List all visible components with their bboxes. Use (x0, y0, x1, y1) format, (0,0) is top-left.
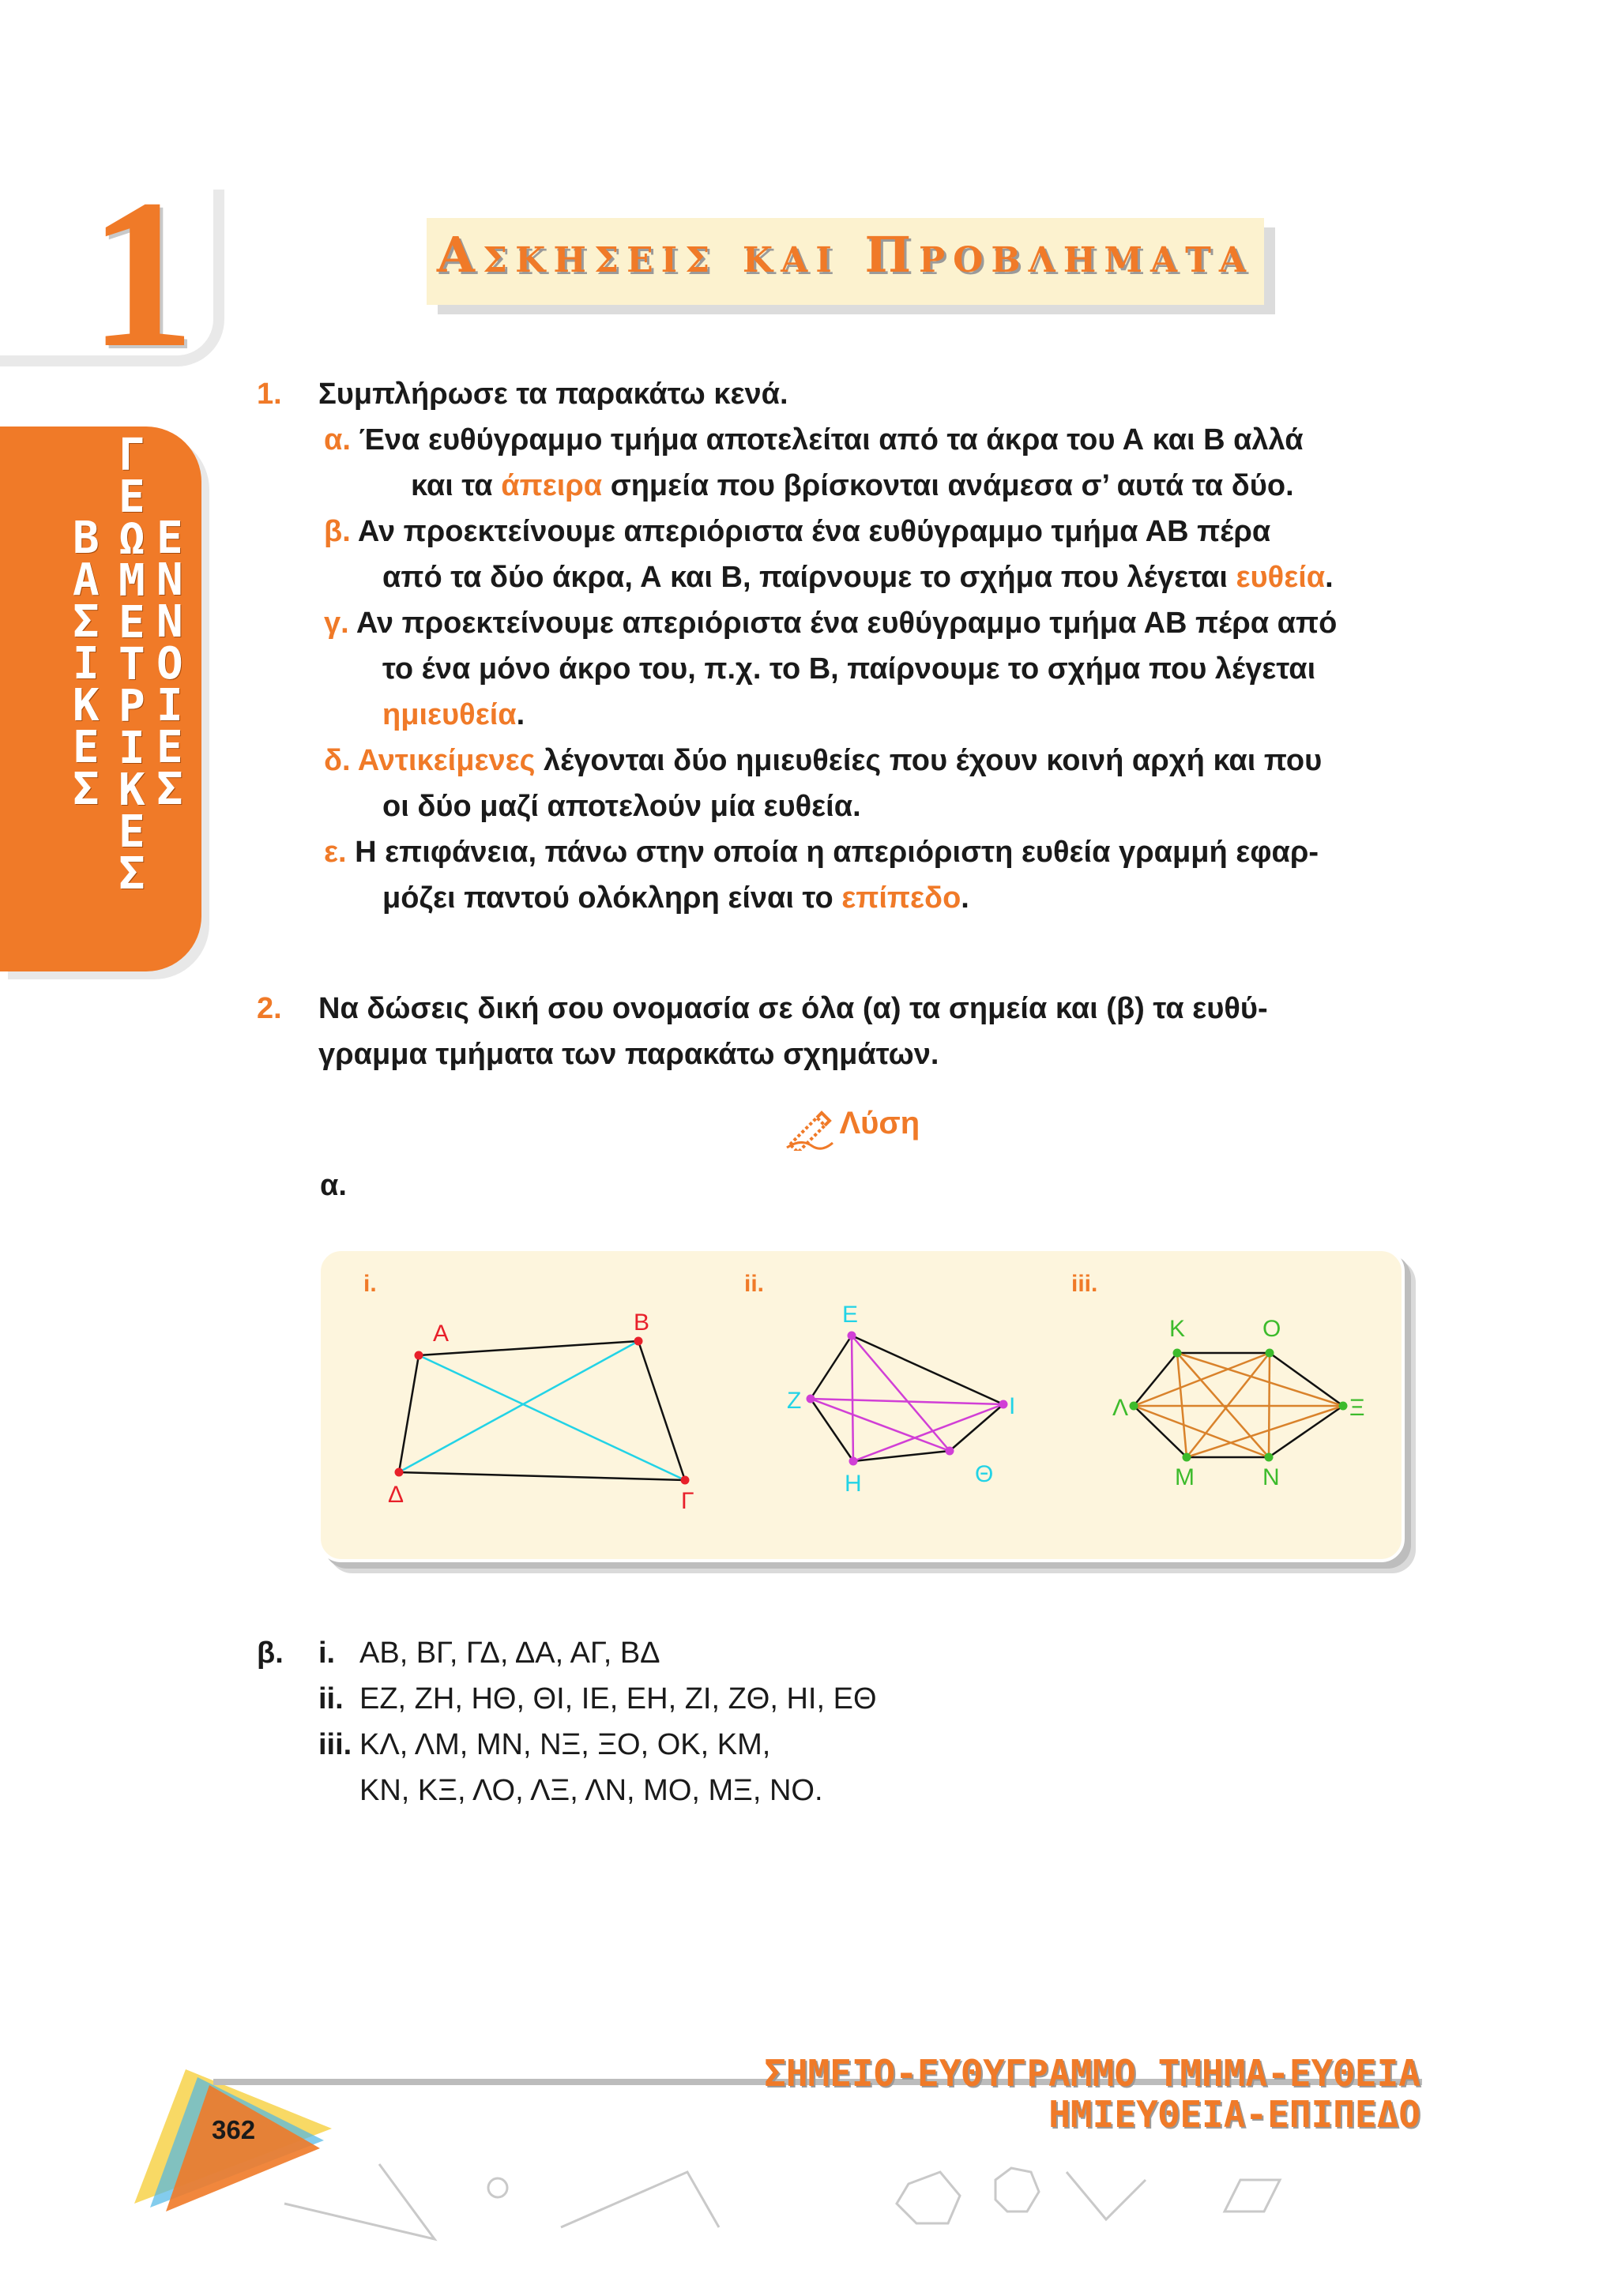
side-tab-letter: Γ (119, 430, 145, 481)
exercise-1-item-a-line1 (324, 417, 1304, 463)
item-text: μόζει παντού ολόκληρη είναι το (382, 881, 842, 915)
segment-ZH (811, 1399, 853, 1461)
answer-row (318, 1630, 877, 1676)
solution-label: Λύση (839, 1106, 920, 1140)
exercise-2-line1 (257, 986, 1268, 1032)
item-text: . (1325, 561, 1334, 594)
part-a-label: α. (320, 1169, 347, 1202)
point-label-H: Η (845, 1471, 862, 1497)
segment-THI (950, 1404, 1003, 1451)
filled-blank: ημιευθεία (382, 698, 517, 731)
exercise-1-item-e-line2 (382, 875, 969, 921)
answer-row-text: ΕΖ, ΖΗ, ΗΘ, ΘΙ, ΙΕ, ΕΗ, ΖΙ, ΖΘ, ΗΙ, ΕΘ (359, 1682, 877, 1715)
side-tab-letter: Ε (119, 597, 145, 648)
exercise-1-item-c-line3 (382, 692, 525, 738)
answer-row-text: ΚΛ, ΛΜ, ΜΝ, ΝΞ, ΞΟ, ΟΚ, ΚΜ, (359, 1728, 771, 1761)
item-text: Η επιφάνεια, πάνω στην οποία η απεριόριστη ευθεία γραμμή εφαρ- (346, 836, 1319, 869)
title-word-3-rest: ΡΟΒΛΗΜΑΤΑ (919, 240, 1255, 280)
point-D (395, 1468, 404, 1477)
side-tab-letter: Ε (73, 722, 100, 773)
point-label-L: Λ (1112, 1395, 1129, 1421)
point-label-I: Ι (1009, 1393, 1016, 1419)
figure-1-label: i. (363, 1271, 377, 1297)
side-tab-letter: Ε (156, 722, 183, 773)
point-label-TH: Θ (975, 1461, 994, 1487)
figure-1-quadrilateral (388, 1310, 694, 1514)
side-tab-letter: Σ (73, 596, 100, 648)
chapter-number: 1 (88, 156, 195, 392)
filled-blank: άπειρα (501, 469, 603, 502)
side-tab-letter: Β (73, 513, 100, 564)
side-tab-letter: Κ (119, 765, 145, 816)
side-tab-letter: Ε (119, 806, 145, 858)
segment-OX (1270, 1353, 1343, 1406)
segment-AB (419, 1341, 638, 1355)
segment-XN (1269, 1406, 1343, 1457)
item-text: Ένα ευθύγραμμο τμήμα αποτελείται από τα άκρα του Α και Β αλλά (350, 423, 1304, 457)
side-tab-letter: Ω (119, 513, 145, 565)
answer-row-text: ΚΝ, ΚΞ, ΛΟ, ΛΞ, ΛΝ, ΜΟ, ΜΞ, ΝΟ. (359, 1774, 823, 1807)
exercise-number: 1. (257, 378, 282, 411)
point-B (634, 1337, 643, 1346)
exercise-1-item-d-line1 (324, 738, 1322, 783)
exercise-1-item-c-line2: το ένα μόνο άκρο του, π.χ. το Β, παίρνουμε το σχήμα που λέγεται (382, 652, 1316, 686)
exercise-1-item-c-line1 (324, 600, 1337, 646)
faint-parallelogram (1225, 2180, 1280, 2211)
side-tab-letter: Ι (156, 680, 183, 731)
segment-GD (399, 1472, 685, 1480)
point-H (849, 1457, 858, 1466)
diagonal-EH (852, 1336, 853, 1461)
point-label-N: Ν (1262, 1464, 1280, 1490)
answer-row (318, 1722, 877, 1768)
answer-row-text: ΑΒ, ΒΓ, ΓΔ, ΔΑ, ΑΓ, ΒΔ (359, 1637, 660, 1670)
item-text: και τα (411, 469, 502, 502)
faint-angle (1067, 2172, 1146, 2219)
diagonal-ETH (852, 1336, 950, 1451)
side-tab-word-3 (156, 513, 183, 815)
side-tab-letter: Ο (156, 638, 183, 690)
item-text: . (961, 881, 969, 915)
exercise-1-text: Συμπλήρωσε τα παρακάτω κενά. (318, 378, 788, 411)
answer-row-label: iii. (318, 1728, 352, 1761)
part-b-answers (318, 1630, 877, 1813)
footer-chapter-title-line1: ΣΗΜΕΙΟ-ΕΥΘΥΓΡΑΜΜΟ ΤΜΗΜΑ-ΕΥΘΕΙΑ (764, 2052, 1420, 2095)
faint-triangle (561, 2172, 719, 2227)
segment-EZ (811, 1336, 852, 1399)
answer-row-label: i. (318, 1637, 336, 1670)
item-text: λέγονται δύο ημιευθείες που έχουν κοινή αρχή και που (535, 744, 1323, 777)
item-text: από τα δύο άκρα, Α και Β, παίρνουμε το σχήμα που λέγεται (382, 561, 1236, 594)
item-label: δ. (324, 744, 351, 777)
point-G (681, 1476, 690, 1485)
exercise-2-text: Να δώσεις δική σου ονομασία σε όλα (α) τα σημεία και (β) τα ευθύ- (318, 992, 1268, 1025)
item-label: α. (324, 423, 351, 457)
item-text: Αν προεκτείνουμε απεριόριστα ένα ευθύγραμμο τμήμα ΑΒ πέρα (350, 515, 1271, 548)
footer-faint-shapes (284, 2164, 1280, 2239)
exercise-number: 2. (257, 992, 282, 1025)
page-title (427, 226, 1264, 284)
point-label-G: Γ (681, 1488, 694, 1514)
point-label-B: Β (634, 1310, 650, 1336)
footer-chapter-title-line2: ΗΜΙΕΥΘΕΙΑ-ΕΠΙΠΕΔΟ (1048, 2093, 1420, 2136)
item-text: σημεία που βρίσκονται ανάμεσα σ’ αυτά τα δύο. (602, 469, 1294, 502)
exercise-1-item-a-line2 (411, 463, 1294, 509)
diagonal-AG (419, 1355, 685, 1480)
figure-3-hexagon (1112, 1316, 1365, 1490)
exercise-1-prompt (257, 371, 788, 417)
point-label-E: Ε (842, 1302, 859, 1328)
side-tab-letter: Ι (119, 723, 145, 774)
point-E (848, 1332, 856, 1340)
side-tab-letter: Ε (119, 472, 145, 523)
point-M (1183, 1453, 1191, 1462)
point-label-X: Ξ (1349, 1395, 1365, 1421)
point-label-D: Δ (388, 1482, 404, 1508)
side-tab-letter: Ρ (119, 681, 145, 732)
side-tab-word-1 (73, 513, 100, 815)
faint-angle-shape (284, 2164, 435, 2239)
item-label: γ. (324, 607, 349, 640)
diagonal-MX (1187, 1406, 1343, 1457)
point-X (1339, 1402, 1348, 1411)
segment-IE (852, 1336, 1003, 1404)
diagonal-NO (1269, 1353, 1270, 1457)
exercise-1-item-b-line2 (382, 554, 1334, 600)
segment-DA (399, 1355, 419, 1472)
point-I (999, 1400, 1008, 1409)
filled-blank: Αντικείμενες (357, 744, 536, 777)
point-Z (807, 1395, 815, 1404)
segment-ML (1134, 1406, 1187, 1457)
side-tab-letter: Ν (156, 596, 183, 648)
point-TH (946, 1447, 954, 1456)
point-label-K: Κ (1169, 1316, 1186, 1342)
side-tab-letter: Κ (73, 680, 100, 731)
title-word-3-initial: Π (864, 226, 920, 284)
point-label-O: Ο (1262, 1316, 1281, 1342)
point-K (1173, 1349, 1182, 1358)
point-label-M: Μ (1175, 1464, 1195, 1490)
answer-row (318, 1676, 877, 1722)
title-word-1-initial: Α (436, 226, 484, 284)
side-tab-letter: Ι (73, 638, 100, 690)
point-label-A: Α (433, 1321, 450, 1347)
geometry-figures (318, 1248, 1398, 1556)
figure-3-label: iii. (1071, 1271, 1098, 1297)
figure-2-pentagon (787, 1302, 1015, 1497)
segment-BG (638, 1341, 685, 1480)
faint-heptagon (995, 2168, 1039, 2211)
side-tab-letter: Μ (119, 555, 145, 607)
figure-2-label: ii. (744, 1271, 765, 1297)
title-word-2: ΚΑΙ (742, 240, 840, 280)
side-tab-letter: Σ (156, 764, 183, 815)
exercise-2-line2: γραμμα τμήματα των παρακάτω σχημάτων. (318, 1038, 939, 1071)
side-tab-letter: Τ (119, 639, 145, 690)
item-text: Αν προεκτείνουμε απεριόριστα ένα ευθύγραμμο τμήμα ΑΒ πέρα από (348, 607, 1338, 640)
point-L (1130, 1402, 1138, 1411)
side-tab-letter: Σ (73, 764, 100, 815)
item-label: ε. (324, 836, 347, 869)
side-tab-letter: Ν (156, 554, 183, 606)
title-word-1-rest: ΣΚΗΣΕΙΣ (483, 240, 718, 280)
faint-pentagon (897, 2172, 960, 2223)
part-b-label: β. (257, 1637, 284, 1670)
diagonal-LN (1134, 1406, 1269, 1457)
diagonal-BD (399, 1341, 638, 1472)
item-label: β. (324, 515, 351, 548)
point-A (415, 1351, 423, 1360)
pencil-icon (785, 1110, 836, 1151)
faint-circle (488, 2178, 507, 2197)
item-text: . (516, 698, 525, 731)
side-tab-word-2 (119, 430, 145, 900)
filled-blank: επίπεδο (841, 881, 961, 915)
exercise-1-item-e-line1 (324, 829, 1319, 875)
answer-row-label: ii. (318, 1682, 344, 1715)
point-label-Z: Ζ (787, 1388, 802, 1414)
side-tab-letter: Σ (119, 848, 145, 900)
side-tab-letter: Α (73, 554, 100, 606)
side-tab-letter: Ε (156, 513, 183, 564)
page-number: 362 (212, 2115, 256, 2144)
solution-heading (785, 1106, 920, 1151)
answer-row (318, 1768, 877, 1813)
exercise-1-item-d-line2: οι δύο μαζί αποτελούν μία ευθεία. (382, 790, 861, 823)
point-N (1265, 1453, 1274, 1462)
point-O (1266, 1349, 1274, 1358)
filled-blank: ευθεία (1236, 561, 1326, 594)
exercise-1-item-b-line1 (324, 509, 1270, 554)
